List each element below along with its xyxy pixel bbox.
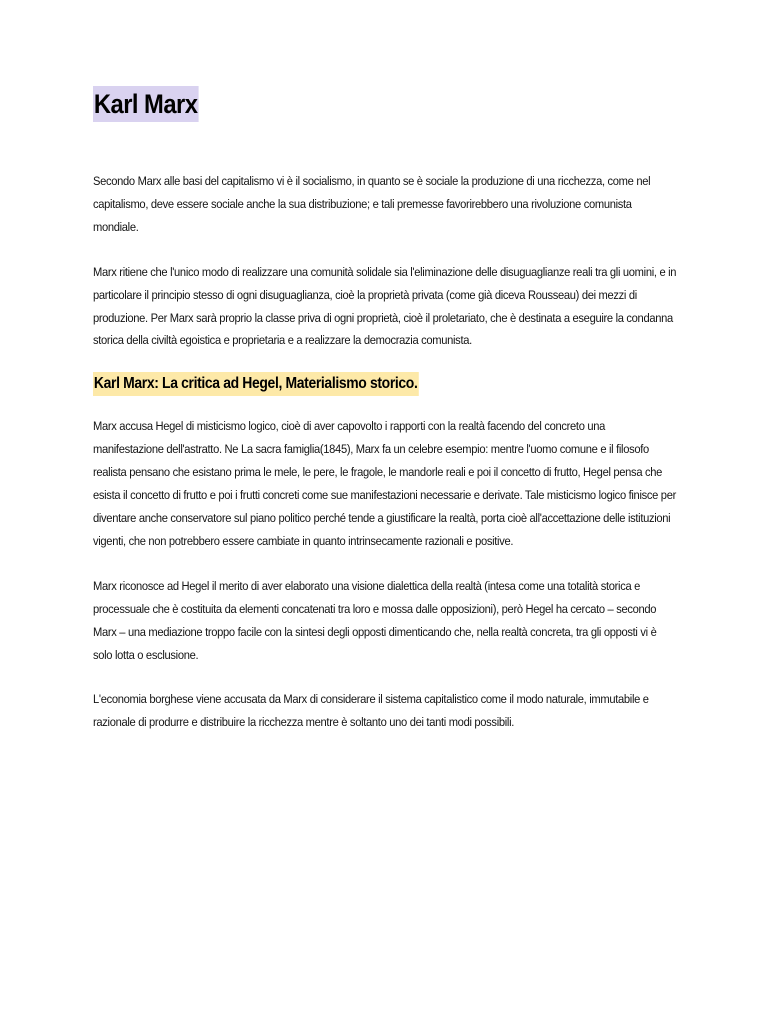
page-title: Karl Marx xyxy=(93,86,198,122)
paragraph-bourgeois-economy: L'economia borghese viene accusata da Marx di considerare il sistema capitalistico come il modo naturale, immutabile e razionale di produrre e distribuire la ricchezza mentre è soltanto uno dei tanti modi possibili. xyxy=(93,692,649,730)
section-heading: Karl Marx: La critica ad Hegel, Materialismo storico. xyxy=(93,372,418,396)
paragraph-intro: Secondo Marx alle basi del capitalismo vi è il socialismo, in quanto se è sociale la produzione di una ricchezza, come nel capitalismo, deve essere sociale anche la sua distribuzione; e tali premesse favorirebbero una rivoluzione comunista mondiale. xyxy=(93,174,651,234)
paragraph-hegel-critique: Marx accusa Hegel di misticismo logico, cioè di aver capovolto i rapporti con la realtà facendo del concreto una manifestazione dell'astratto. Ne La sacra famiglia(1845), Marx fa un celebre esempio: mentre l'uomo comune e il filosofo realista pensano che esistano prima le mele, le pere, le fragole, le mandorle reali e poi il concetto di frutto, Hegel pensa che esista il concetto di frutto e poi i frutti concreti come sue manifestazioni necessarie e derivate. Tale misticismo logico finisce per diventare anche conservatore sul piano politico perché tende a giustificare la realtà, porta cioè all'accettazione delle istituzioni vigenti, che non potrebbero essere cambiate in quanto intrinsecamente razionali e positive. xyxy=(93,419,676,548)
paragraph-dialectic: Marx riconosce ad Hegel il merito di aver elaborato una visione dialettica della realtà (intesa come una totalità storica e processuale che è costituita da elementi concatenati tra loro e mossa dalle opposizioni), però Hegel ha cercato – secondo Marx – una mediazione troppo facile con la sintesi degli opposti dimenticando che, nella realtà concreta, tra gli opposti vi è solo lotta o esclusione. xyxy=(93,578,657,662)
document-page xyxy=(93,86,678,734)
paragraph-inequality: Marx ritiene che l'unico modo di realizzare una comunità solidale sia l'eliminazione delle disuguaglianze reali tra gli uomini, e in particolare il principio stesso di ogni disuguaglianza, cioè la proprietà privata (come già diceva Rousseau) dei mezzi di produzione. Per Marx sarà proprio la classe priva di ogni proprietà, cioè il proletariato, che è destinata a eseguire la condanna storica della civiltà egoistica e proprietaria e a realizzare la democrazia comunista. xyxy=(93,264,677,348)
